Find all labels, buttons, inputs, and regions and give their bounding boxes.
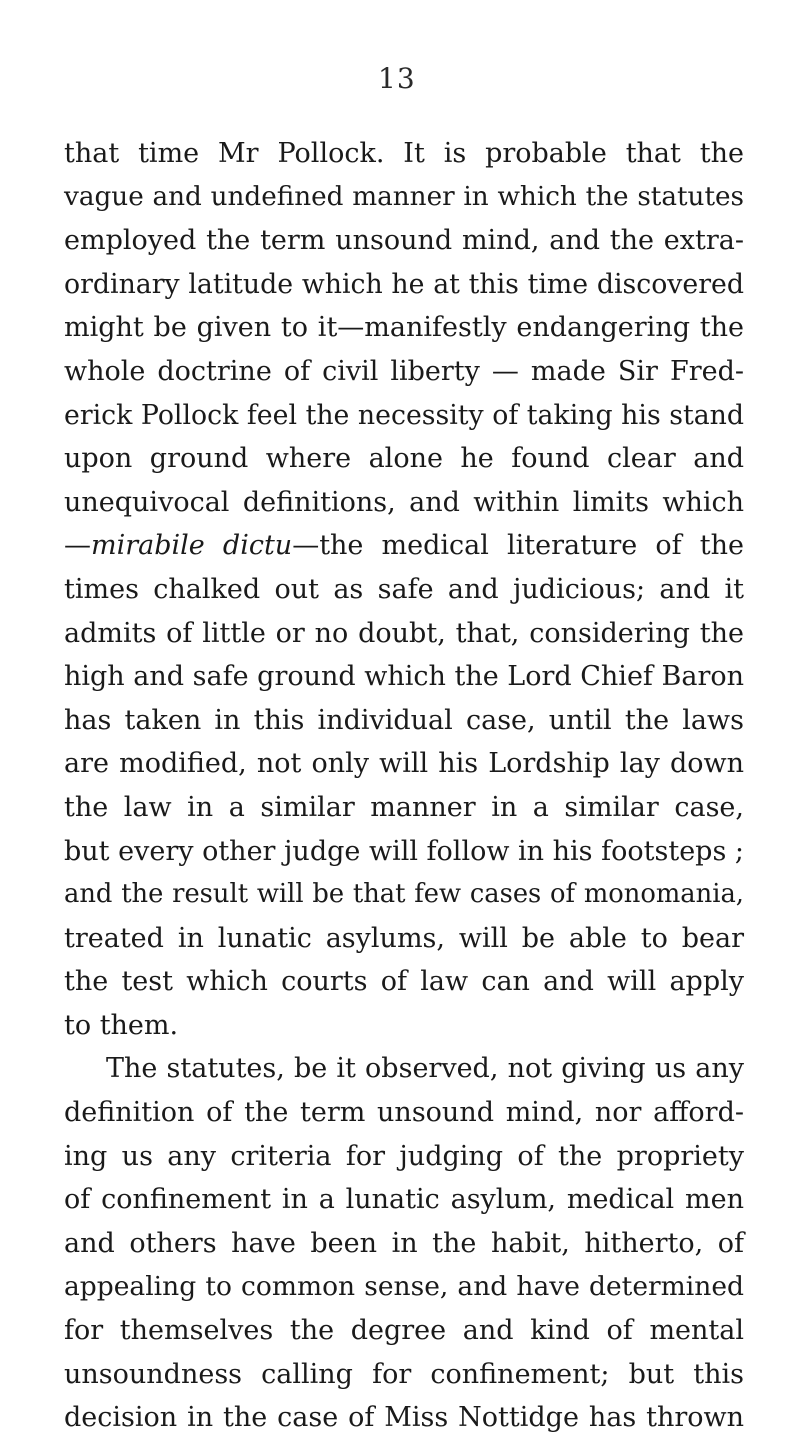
text-line: whole doctrine of civil liberty — made Sir Fred-	[64, 355, 744, 387]
text-line: employed the term unsound mind, and the extra-	[64, 225, 744, 257]
paragraph-end-line: to them.	[64, 1009, 179, 1041]
text-line: erick Pollock feel the necessity of taking his stand	[64, 399, 744, 431]
text-line-with-italic	[64, 524, 744, 568]
page-number: 13	[378, 62, 416, 95]
text-line: ordinary latitude which he at this time discovered	[64, 268, 744, 300]
text-line: but every other judge will follow in his footsteps ;	[64, 835, 744, 867]
text-line: ing us any criteria for judging of the propriety	[64, 1140, 744, 1172]
dash: —	[64, 530, 91, 562]
text-line: has taken in this individual case, until the laws	[64, 704, 744, 736]
text-line: are modified, not only will his Lordship lay down	[64, 748, 744, 780]
text-line: appealing to common sense, and have determined	[64, 1271, 744, 1303]
paragraph-start-line: The statutes, be it observed, not giving us any	[106, 1053, 744, 1085]
text-line: treated in lunatic asylums, will be able to bear	[64, 922, 744, 954]
text-line: and the result will be that few cases of monomania,	[64, 879, 744, 910]
body-text	[64, 132, 744, 1440]
text-line: the test which courts of law can and will apply	[64, 966, 744, 998]
text-line: the law in a similar manner in a similar case,	[64, 791, 744, 823]
text-line: upon ground where alone he found clear and	[64, 443, 744, 475]
text-line: unequivocal definitions, and within limits which	[64, 486, 744, 518]
text-line: times chalked out as safe and judicious; and it	[64, 573, 744, 605]
text-line: of confinement in a lunatic asylum, medical men	[64, 1184, 744, 1216]
italic-phrase: mirabile dictu	[91, 530, 293, 562]
line-continuation: —the medical literature of the	[292, 530, 744, 562]
text-line: definition of the term unsound mind, nor afford-	[64, 1097, 744, 1129]
text-line: and others have been in the habit, hitherto, of	[64, 1227, 744, 1259]
text-line: decision in the case of Miss Nottidge has thrown	[64, 1402, 744, 1434]
text-line: high and safe ground which the Lord Chief Baron	[64, 661, 744, 693]
text-line: for themselves the degree and kind of mental	[64, 1315, 744, 1347]
text-line: vague and undefined manner in which the statutes	[64, 181, 744, 212]
text-line: admits of little or no doubt, that, considering the	[64, 617, 744, 649]
text-line: might be given to it—manifestly endangering the	[64, 312, 744, 344]
text-line: unsoundness calling for confinement; but this	[64, 1358, 744, 1390]
text-line: that time Mr Pollock. It is probable that the	[64, 138, 744, 169]
